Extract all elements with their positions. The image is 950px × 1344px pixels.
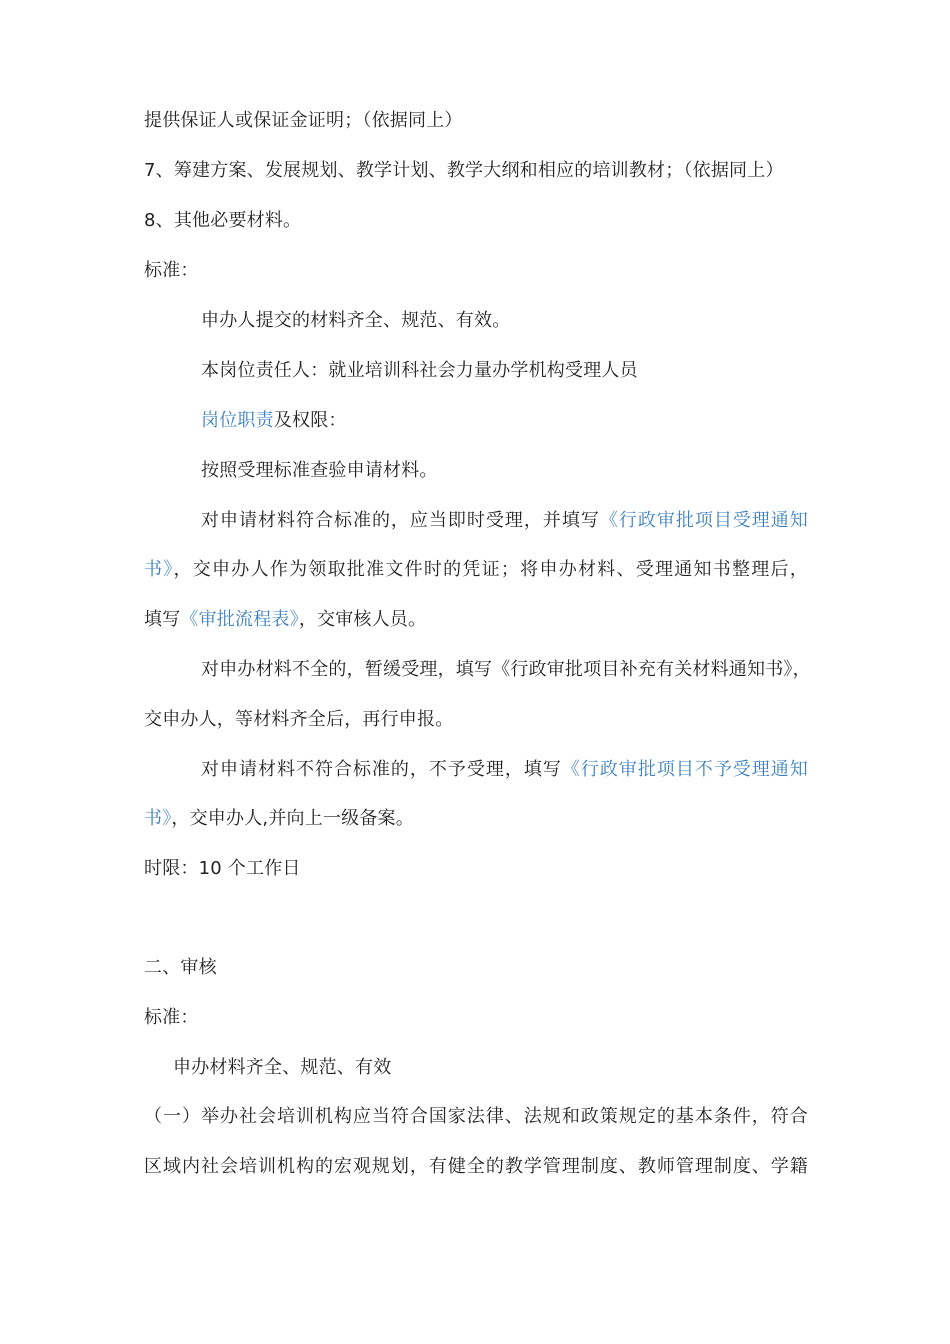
text-line: 对申办材料不全的，暂缓受理，填写《行政审批项目补充有关材料通知书》， xyxy=(201,659,811,680)
text-line xyxy=(144,806,808,832)
text-line xyxy=(144,607,808,633)
text-line xyxy=(201,757,808,783)
text-line: 本岗位责任人：就业培训科社会力量办学机构受理人员 xyxy=(201,360,638,381)
link-job-duty[interactable]: 岗位职责 xyxy=(201,410,274,431)
text-line: 交申办人，等材料齐全后，再行申报。 xyxy=(144,709,454,730)
link-acceptance-notice[interactable]: 《行政审批项目受理通知 xyxy=(599,510,808,531)
text-line: 区域内社会培训机构的宏观规划，有健全的教学管理制度、教师管理制度、学籍 xyxy=(144,1156,808,1177)
text-span: ，交申办人,并向上一级备案。 xyxy=(171,808,414,829)
text-span: 对申请材料符合标准的，应当即时受理，并填写 xyxy=(201,510,600,531)
text-line: 8、其他必要材料。 xyxy=(144,210,302,231)
text-span: ，交审核人员。 xyxy=(298,609,427,630)
section-label-standard: 标准： xyxy=(144,260,199,281)
text-line: 申办材料齐全、规范、有效 xyxy=(173,1057,392,1078)
text-line xyxy=(201,408,808,434)
time-limit: 时限：10 个工作日 xyxy=(144,858,301,879)
text-span: ，交申办人作为领取批准文件时的凭证；将申办材料、受理通知书整理后， xyxy=(173,559,808,580)
link-acceptance-notice-end[interactable]: 书》 xyxy=(144,559,174,580)
text-line xyxy=(144,557,808,583)
text-line: 按照受理标准查验申请材料。 xyxy=(201,460,438,481)
text-line: （一）举办社会培训机构应当符合国家法律、法规和政策规定的基本条件，符合 xyxy=(144,1106,808,1127)
text-span: 填写 xyxy=(144,609,181,630)
text-line: 申办人提交的材料齐全、规范、有效。 xyxy=(201,310,511,331)
link-rejection-notice[interactable]: 《行政审批项目不予受理通知 xyxy=(561,759,808,780)
text-line: 提供保证人或保证金证明；（依据同上） xyxy=(144,110,463,131)
text-line: 7、筹建方案、发展规划、教学计划、教学大纲和相应的培训教材；（依据同上） xyxy=(144,160,784,181)
text-line xyxy=(201,508,808,534)
text-span: 及权限： xyxy=(273,410,347,431)
link-approval-flow-table[interactable]: 《审批流程表》 xyxy=(180,609,299,630)
link-rejection-notice-end[interactable]: 书》 xyxy=(144,808,172,829)
section-heading-review: 二、审核 xyxy=(144,957,217,978)
section-label-standard: 标准： xyxy=(144,1007,199,1028)
text-span: 对申请材料不符合标准的，不予受理，填写 xyxy=(201,759,562,780)
